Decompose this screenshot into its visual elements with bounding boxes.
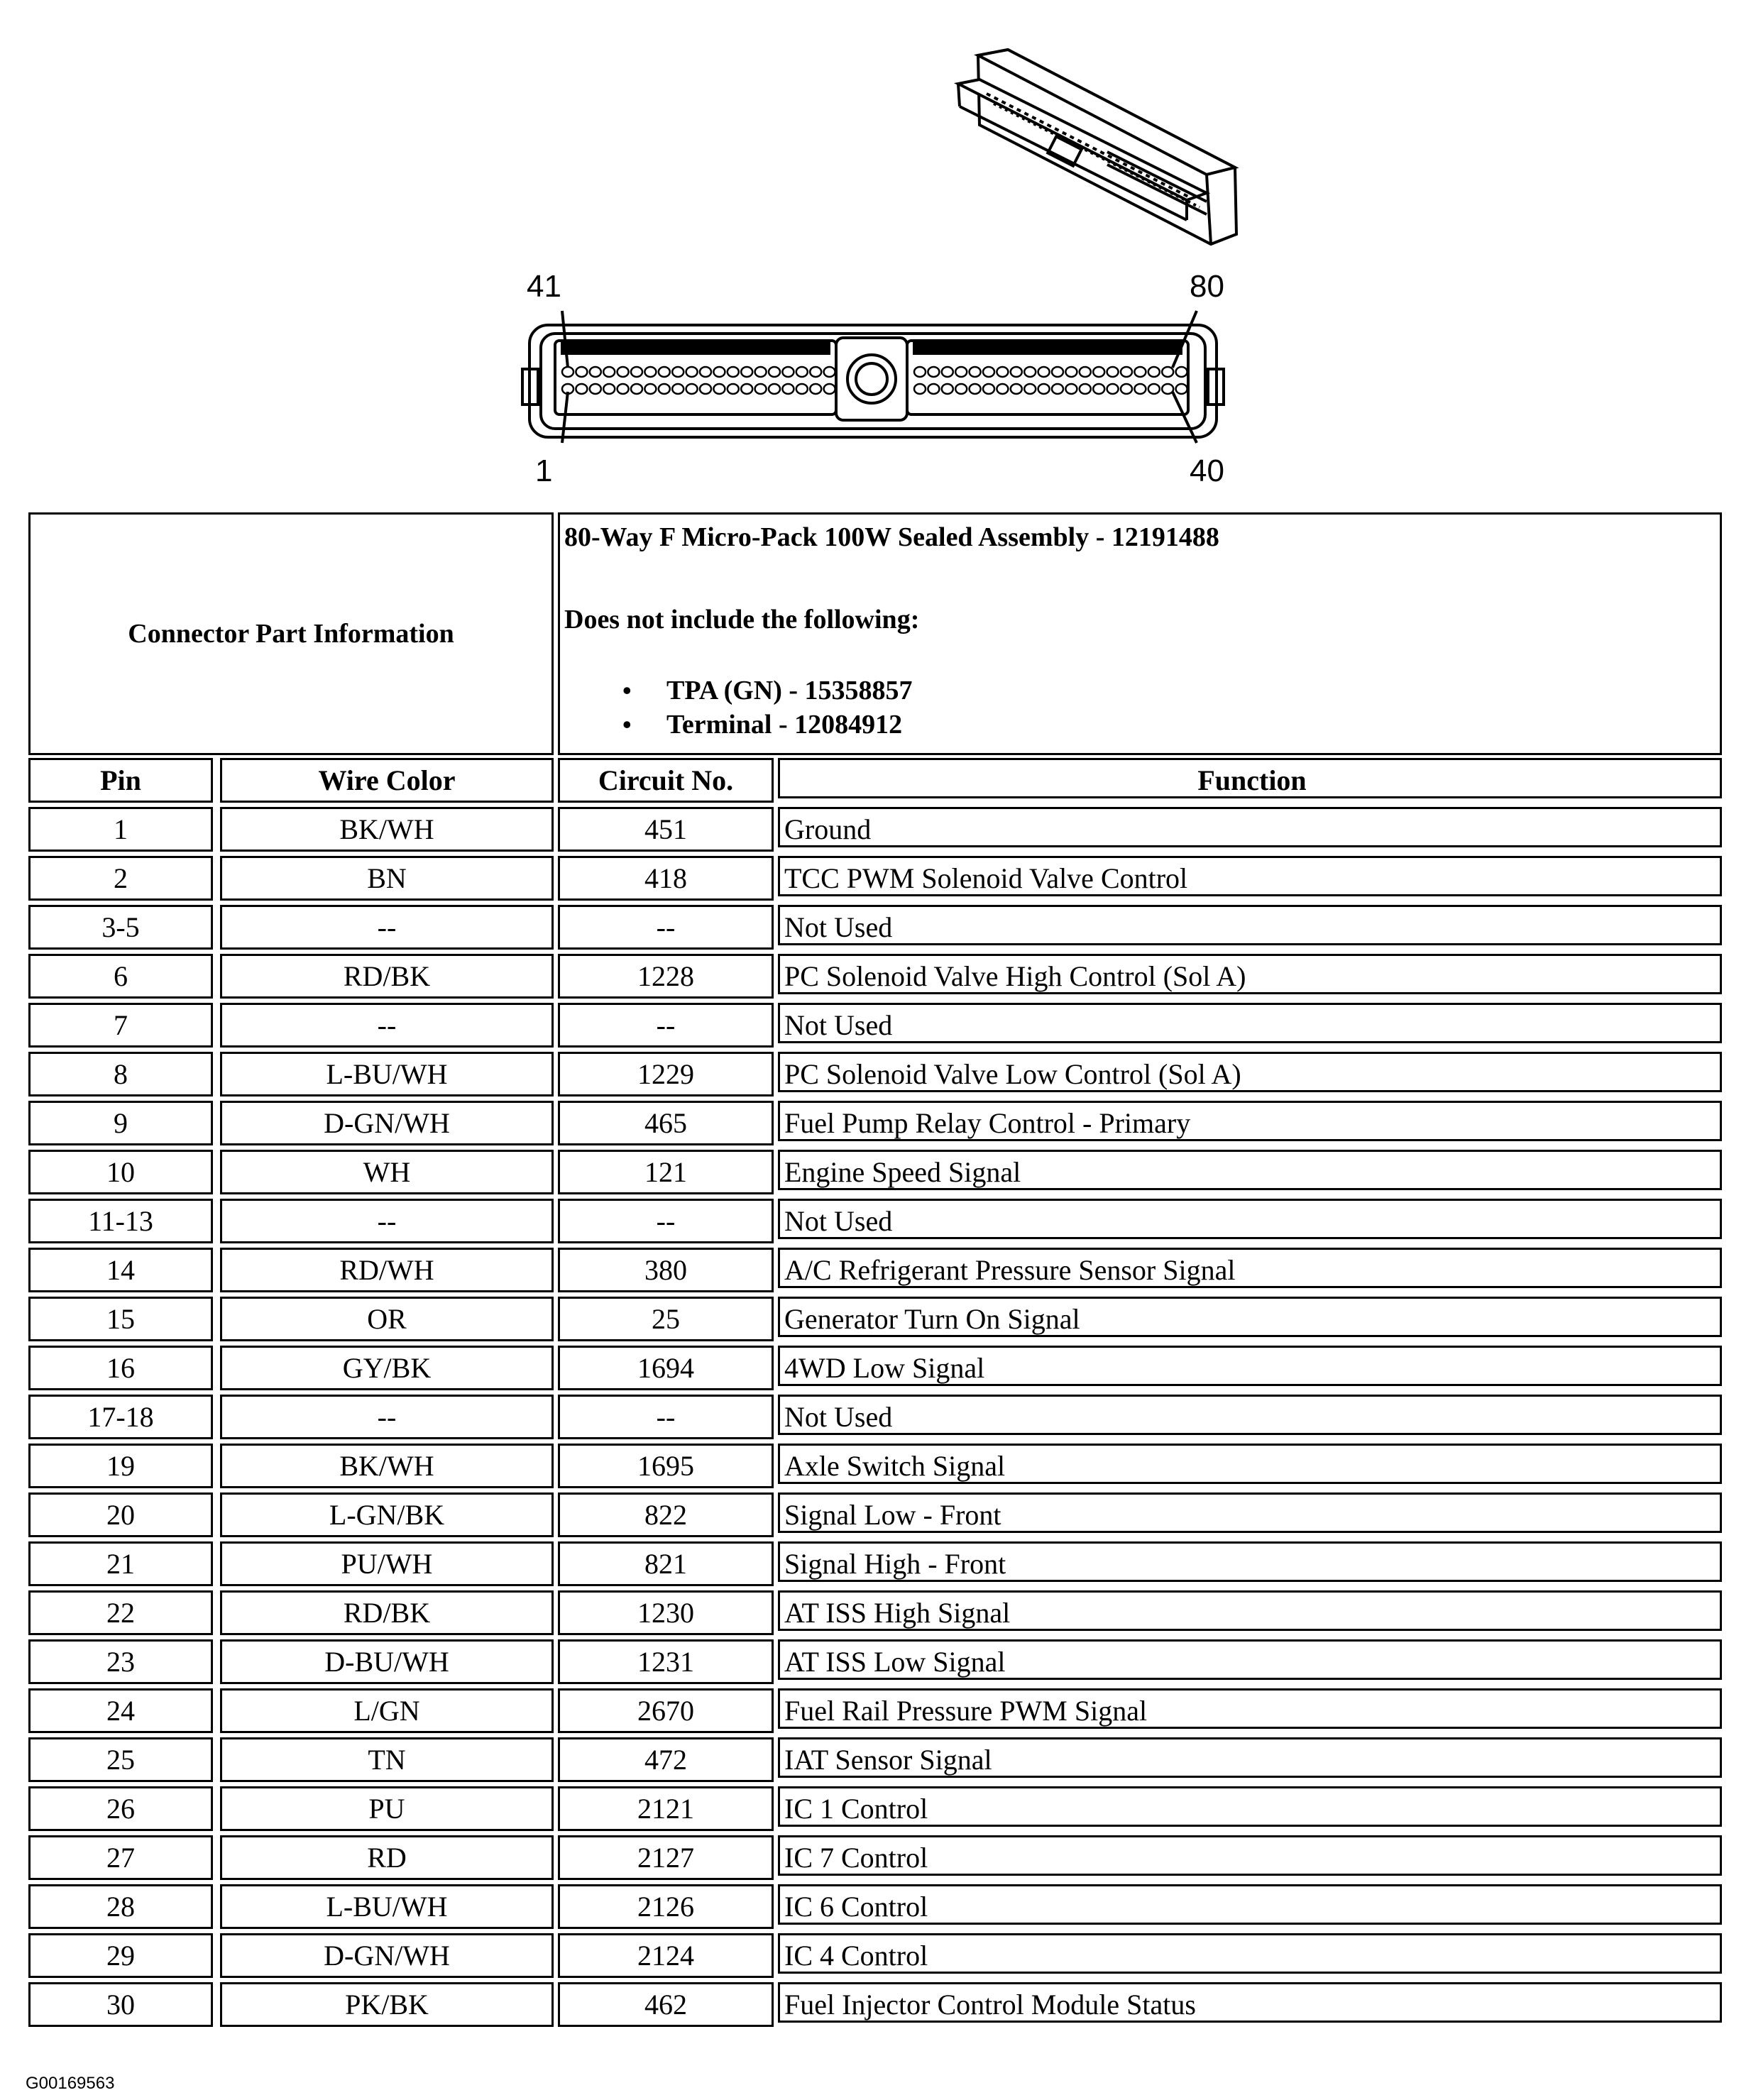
wire-color-cell: L-BU/WH (220, 1884, 554, 1929)
function-cell: Not Used (778, 905, 1722, 945)
circuit-cell: 25 (558, 1297, 774, 1341)
pin-label-40: 40 (1190, 453, 1224, 488)
wire-color-cell: L-BU/WH (220, 1052, 554, 1096)
pin-cell: 21 (28, 1541, 213, 1586)
figure-id: G00169563 (26, 2074, 115, 2093)
circuit-cell: 821 (558, 1541, 774, 1586)
table-row (28, 1835, 1726, 1884)
circuit-cell: 1229 (558, 1052, 774, 1096)
connector-front-view (522, 311, 1224, 443)
circuit-cell: 1231 (558, 1639, 774, 1684)
circuit-cell: 2126 (558, 1884, 774, 1929)
table-row (28, 1199, 1726, 1248)
circuit-cell: 121 (558, 1150, 774, 1194)
function-cell: AT ISS Low Signal (778, 1639, 1722, 1680)
wire-color-cell: BK/WH (220, 807, 554, 852)
table-row (28, 1492, 1726, 1541)
table-row (28, 1003, 1726, 1052)
pin-cell: 26 (28, 1786, 213, 1831)
connector-isometric-view (958, 50, 1236, 244)
pin-label-41: 41 (527, 269, 561, 304)
connector-diagram (0, 0, 1751, 497)
circuit-cell: 418 (558, 856, 774, 901)
wire-color-cell: BN (220, 856, 554, 901)
table-row (28, 1541, 1726, 1590)
wire-color-cell: GY/BK (220, 1346, 554, 1390)
function-cell: Engine Speed Signal (778, 1150, 1722, 1190)
table-row (28, 1346, 1726, 1395)
excludes-item: • Terminal - 12084912 (560, 708, 913, 742)
header-wire-color: Wire Color (220, 758, 554, 803)
wire-color-cell: L/GN (220, 1688, 554, 1733)
circuit-cell: 822 (558, 1492, 774, 1537)
function-cell: AT ISS High Signal (778, 1590, 1722, 1631)
function-cell: Fuel Injector Control Module Status (778, 1982, 1722, 2023)
wire-color-cell: D-GN/WH (220, 1101, 554, 1145)
circuit-cell: -- (558, 905, 774, 950)
circuit-cell: 2121 (558, 1786, 774, 1831)
pin-cell: 27 (28, 1835, 213, 1880)
function-cell: Not Used (778, 1395, 1722, 1435)
table-row (28, 954, 1726, 1003)
wire-color-cell: -- (220, 1395, 554, 1439)
circuit-cell: 380 (558, 1248, 774, 1292)
function-cell: Generator Turn On Signal (778, 1297, 1722, 1337)
wire-color-cell: RD (220, 1835, 554, 1880)
wire-color-cell: TN (220, 1737, 554, 1782)
circuit-cell: 1228 (558, 954, 774, 999)
wire-color-cell: OR (220, 1297, 554, 1341)
pin-cell: 30 (28, 1982, 213, 2027)
pin-cell: 6 (28, 954, 213, 999)
circuit-cell: 2670 (558, 1688, 774, 1733)
connector-info-details (558, 512, 1722, 755)
function-cell: PC Solenoid Valve Low Control (Sol A) (778, 1052, 1722, 1092)
pin-cell: 1 (28, 807, 213, 852)
connector-title: 80-Way F Micro-Pack 100W Sealed Assembly - 12191488 (564, 522, 1219, 552)
pin-cell: 3-5 (28, 905, 213, 950)
table-row (28, 1101, 1726, 1150)
pin-label-80: 80 (1190, 269, 1224, 304)
function-cell: 4WD Low Signal (778, 1346, 1722, 1386)
function-cell: Not Used (778, 1199, 1722, 1239)
function-cell: A/C Refrigerant Pressure Sensor Signal (778, 1248, 1722, 1288)
pin-cell: 17-18 (28, 1395, 213, 1439)
table-row (28, 807, 1726, 856)
pin-label-1: 1 (535, 453, 553, 488)
function-cell: IC 7 Control (778, 1835, 1722, 1876)
table-row (28, 1297, 1726, 1346)
function-cell: Signal Low - Front (778, 1492, 1722, 1533)
wire-color-cell: -- (220, 905, 554, 950)
pin-cell: 25 (28, 1737, 213, 1782)
function-cell: TCC PWM Solenoid Valve Control (778, 856, 1722, 896)
wire-color-cell: L-GN/BK (220, 1492, 554, 1537)
circuit-cell: -- (558, 1199, 774, 1243)
function-cell: IC 1 Control (778, 1786, 1722, 1827)
circuit-cell: 2127 (558, 1835, 774, 1880)
wire-color-cell: RD/WH (220, 1248, 554, 1292)
excludes-item: • TPA (GN) - 15358857 (560, 674, 913, 708)
wire-color-cell: -- (220, 1003, 554, 1048)
pin-cell: 15 (28, 1297, 213, 1341)
wire-color-cell: BK/WH (220, 1444, 554, 1488)
pin-cell: 9 (28, 1101, 213, 1145)
table-row (28, 1444, 1726, 1492)
pin-table (28, 758, 1726, 2031)
pin-cell: 7 (28, 1003, 213, 1048)
function-cell: IC 6 Control (778, 1884, 1722, 1925)
wire-color-cell: WH (220, 1150, 554, 1194)
table-row (28, 1884, 1726, 1933)
connector-part-info (28, 512, 1722, 754)
function-cell: IC 4 Control (778, 1933, 1722, 1974)
wire-color-cell: D-BU/WH (220, 1639, 554, 1684)
pin-cell: 16 (28, 1346, 213, 1390)
pin-cell: 24 (28, 1688, 213, 1733)
table-row (28, 1737, 1726, 1786)
table-row (28, 1982, 1726, 2031)
wire-color-cell: -- (220, 1199, 554, 1243)
pin-cell: 22 (28, 1590, 213, 1635)
table-row (28, 1933, 1726, 1982)
table-row (28, 1688, 1726, 1737)
table-row (28, 1052, 1726, 1101)
pin-cell: 14 (28, 1248, 213, 1292)
excludes-heading: Does not include the following: (564, 605, 920, 634)
circuit-cell: 462 (558, 1982, 774, 2027)
connector-3d-illustration (0, 0, 1751, 497)
connector-info-label: Connector Part Information (28, 512, 554, 755)
table-row (28, 856, 1726, 905)
pin-cell: 23 (28, 1639, 213, 1684)
pin-cell: 19 (28, 1444, 213, 1488)
header-function: Function (778, 758, 1722, 798)
wire-color-cell: RD/BK (220, 1590, 554, 1635)
circuit-cell: 1695 (558, 1444, 774, 1488)
function-cell: Signal High - Front (778, 1541, 1722, 1582)
pin-cell: 29 (28, 1933, 213, 1978)
circuit-cell: -- (558, 1003, 774, 1048)
wire-color-cell: PU (220, 1786, 554, 1831)
pin-cell: 10 (28, 1150, 213, 1194)
excludes-list (560, 674, 913, 742)
function-cell: IAT Sensor Signal (778, 1737, 1722, 1778)
pin-cell: 28 (28, 1884, 213, 1929)
header-circuit: Circuit No. (558, 758, 774, 803)
function-cell: PC Solenoid Valve High Control (Sol A) (778, 954, 1722, 994)
table-row (28, 1395, 1726, 1444)
circuit-cell: 465 (558, 1101, 774, 1145)
function-cell: Fuel Rail Pressure PWM Signal (778, 1688, 1722, 1729)
header-pin: Pin (28, 758, 213, 803)
wire-color-cell: D-GN/WH (220, 1933, 554, 1978)
pin-cell: 11-13 (28, 1199, 213, 1243)
pin-cell: 2 (28, 856, 213, 901)
table-row (28, 1248, 1726, 1297)
table-row (28, 1786, 1726, 1835)
function-cell: Axle Switch Signal (778, 1444, 1722, 1484)
circuit-cell: 2124 (558, 1933, 774, 1978)
table-row (28, 1150, 1726, 1199)
pin-cell: 20 (28, 1492, 213, 1537)
function-cell: Not Used (778, 1003, 1722, 1043)
circuit-cell: 1230 (558, 1590, 774, 1635)
wire-color-cell: PU/WH (220, 1541, 554, 1586)
wire-color-cell: RD/BK (220, 954, 554, 999)
circuit-cell: 1694 (558, 1346, 774, 1390)
function-cell: Ground (778, 807, 1722, 847)
function-cell: Fuel Pump Relay Control - Primary (778, 1101, 1722, 1141)
pin-cell: 8 (28, 1052, 213, 1096)
wire-color-cell: PK/BK (220, 1982, 554, 2027)
circuit-cell: 472 (558, 1737, 774, 1782)
table-row (28, 905, 1726, 954)
circuit-cell: -- (558, 1395, 774, 1439)
circuit-cell: 451 (558, 807, 774, 852)
table-header-row (28, 758, 1726, 807)
table-row (28, 1639, 1726, 1688)
table-row (28, 1590, 1726, 1639)
